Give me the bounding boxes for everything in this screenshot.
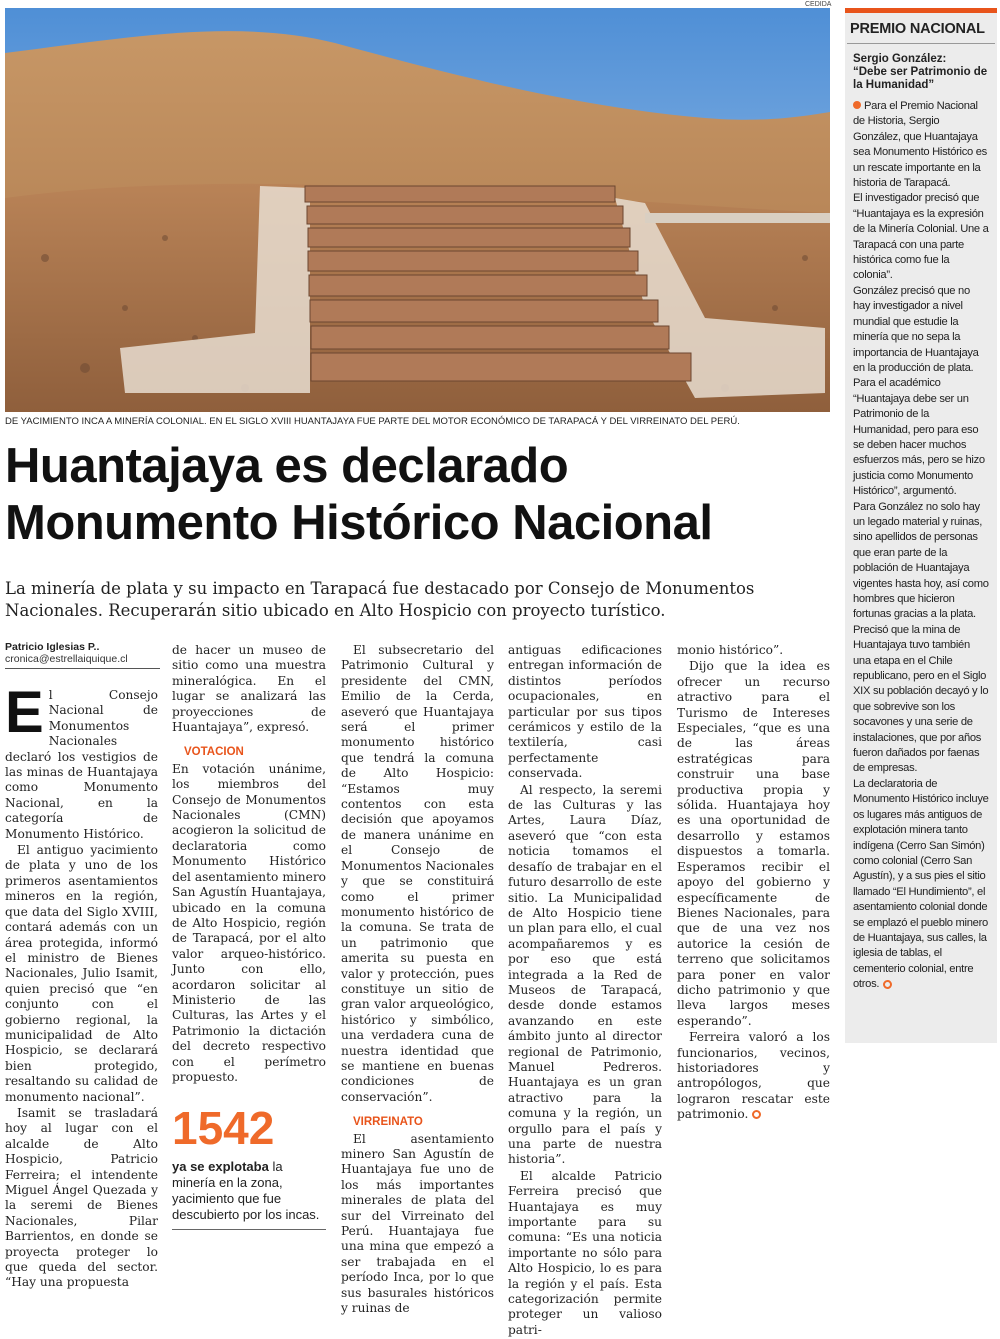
sidebar-premio-nacional [845, 8, 997, 1043]
end-mark-icon [883, 980, 892, 989]
ruins-photo [5, 8, 830, 412]
article-column-3 [341, 643, 494, 1317]
drop-cap: E [5, 680, 44, 745]
end-mark-icon [752, 1110, 761, 1119]
sidebar-paragraph: González precisó que no hay investigador a nivel mundial que estudie la minería que no sepa la importancia de Huantajaya en la producción de plata. Para el académico “Huantajaya debe ser un Patrimonio de la Humanidad, pero para eso se deben hacer muchos esfuerzos más, pero se hizo justicia como Monumento Histórico”, argumentó. [853, 284, 985, 498]
sidebar-paragraph: Precisó que la mina de Huantajaya tuvo también una etapa en el Chile republicano, pero en el Siglo XIX su población decayó y lo que sobrevive son los socavones y una serie de instalaciones, que por años fueron dañados por faenas de empresas. [853, 623, 989, 775]
byline [5, 641, 160, 669]
sidebar-paragraph: El investigador precisó que “Huantajaya es la expresión de la Minería Colonial. Une a Tarapacá con una parte histórica como fue la colonia”. [853, 192, 989, 282]
article-paragraph: Al respecto, la seremi de las Culturas y las Artes, Laura Díaz, aseveró que “con esta noticia tomamos el desafío de trabajar en el futuro desarrollo de este sitio. La Municipalidad de Alto Hospicio tiene un plan para ello, el cual acompañaremos y es por eso que está integrada a la Red de Museos de Tarapacá, desde donde estamos avanzando en este ámbito junto al director regional de Patrimonio, Manuel Pedreros. Huantajaya es un gran atractivo para la comuna y la región, un orgullo para el país y una parte de nuestra historia”. [508, 782, 662, 1167]
headline-line-1: Huantajaya es declarado [5, 439, 569, 493]
article-paragraph: El alcalde Patricio Ferreira precisó que Huantajaya es muy importante para su comuna: “Es una noticia importante no sólo para Alto Hospicio, lo es para la región y el país. Esta categorización permite proteger un valioso patri- [508, 1168, 662, 1337]
article-column-2 [172, 643, 326, 1230]
article-paragraph: El Consejo Nacional de Monumentos Nacionales declaró los vestigios de las minas de Huantajaya como Monumento Nacional, en la categoría de Monumento Histórico. [5, 680, 158, 841]
section-heading-votacion: VOTACION [184, 746, 244, 759]
sidebar-paragraph: Para González no solo hay un legado material y ruinas, sino apellidos de personas que eran parte de la población de Huantajaya vigentes hasta hoy, así como hombres que hicieron fortunas gracias a la plata. [853, 500, 989, 621]
article-paragraph: de hacer un museo de sitio como una muestra mineralógica. En el lugar se analizará las proyecciones de Huantajaya”, expresó. [172, 643, 326, 735]
section-heading-virreinato: VIRREINATO [353, 1116, 423, 1129]
article-paragraph: El antiguo yacimiento de plata y uno de los primeros asentamientos mineros en la región, que data del Siglo XVIII, contará además con un área protegida, informó el ministro de Bienes Nacionales, Julio Isamit, quien precisó que “en conjunto con el gobierno regional, la municipalidad de Alto Hospicio, se declarará bien protegido, resaltando su calidad de monumento nacional”. [5, 843, 158, 1104]
photo-caption: DE YACIMIENTO INCA A MINERÍA COLONIAL. EN EL SIGLO XVIII HUANTAJAYA FUE PARTE DEL MOTOR ECONÓMICO DE TARAPACÁ Y DEL VIRREINATO DEL PERÚ. [5, 416, 740, 427]
fact-number: 1542 [172, 1102, 275, 1155]
article-paragraph: El subsecretario del Patrimonio Cultural y presidente del CMN, Emilio de la Cerda, aseveró que Huantajaya será el primer monumento histórico que tendrá la comuna de Alto Hospicio: “Estamos muy contentos con esta decisión que apoyamos de manera unánime en el Consejo de Monumentos Nacionales y que se constituirá como el primer monumento histórico de la comuna. Se trata de un patrimonio que amerita su puesta en valor y protección, pues constituye un sitio de gran valor arqueológico, histórico y simbólico, una verdadera cuna de nuestra identidad que se mantiene en buenas condiciones de conservación”. [341, 643, 494, 1104]
headline [5, 438, 835, 552]
sidebar-paragraph: Para el Premio Nacional de Historia, Sergio González, que Huantajaya sea Monumento Histórico es un rescate importante en la historia de Tarapacá. [853, 100, 987, 190]
fact-box [172, 1103, 326, 1230]
fact-text: ya se explotaba la minería en la zona, yacimiento que fue descubierto por los incas. [172, 1159, 320, 1223]
article-paragraph: Dijo que la idea es ofrecer un recurso atractivo para el Turismo de Intereses Especiales, “que es una de las áreas estratégicas para construir una base productiva propia y sólida. Huantajaya hoy es una oportunidad de desarrollo y estamos dispuestos a tomarla. Esperamos recibir el apoyo del gobierno y específicamente de Bienes Nacionales, para que de una vez nos autorice la cesión de terreno que solicitamos para poner en valor dicho patrimonio y que lleva largos meses esperando”. [677, 659, 830, 1028]
article-paragraph: El asentamiento minero San Agustín de Huantajaya fue uno de los más importantes minerales de plata del sur del Virreinato del Perú. Huantajaya fue una mina que empezó a ser trabajada en el período Inca, por lo que sus basurales históricos y ruinas de [341, 1131, 494, 1316]
article-column-4 [508, 643, 662, 1339]
subheadline: La minería de plata y su impacto en Tarapacá fue destacado por Consejo de Monumentos Nacionales. Recuperarán sitio ubicado en Alto Hospicio con proyecto turístico. [5, 579, 755, 620]
sidebar-subtitle: Sergio González: “Debe ser Patrimonio de la Humanidad” [853, 53, 988, 91]
sidebar-paragraph: La declaratoria de Monumento Histórico incluye os lugares más antiguos de explotación minera tanto indígena (Cerro San Simón) como colonial (Cerro San Agustín), y a sus pies el sitio llamado “El Hundimiento”, el asentamiento colonial donde se emplazó el pueblo minero de Huantajaya, sus calles, la iglesia de tablas, el cementerio colonial, entre otros. [853, 777, 989, 991]
author-name: Patricio Iglesias P.. [5, 641, 100, 653]
photo-credit: CEDIDA [805, 1, 832, 8]
sidebar-title: PREMIO NACIONAL [847, 13, 995, 44]
author-email[interactable]: cronica@estrellaiquique.cl [5, 653, 128, 665]
article-column-1 [5, 680, 158, 1292]
article-paragraph: antiguas edificaciones entregan información de distintos períodos ocupacionales, en particular por sus tipos cerámicos y estilo de la textilería, casi perfectamente conservada. [508, 643, 662, 781]
bullet-icon [853, 101, 861, 109]
article-paragraph: Isamit se trasladará hoy al lugar con el alcalde de Alto Hospicio, Patricio Ferreira; el intendente Miguel Ángel Quezada y la seremi de Bienes Nacionales, Pilar Barrientos, en donde se proyecta proteger lo que queda del sector. “Hay una propuesta [5, 1105, 158, 1290]
article-paragraph: Ferreira valoró a los funcionarios, vecinos, historiadores y antropólogos, que lograron rescatar este patrimonio. [677, 1030, 830, 1122]
ruins-illustration [5, 8, 830, 412]
article-column-5 [677, 643, 830, 1124]
headline-line-2: Monumento Histórico Nacional [5, 496, 713, 550]
article-paragraph: monio histórico”. [677, 643, 784, 657]
article-paragraph: En votación unánime, los miembros del Consejo de Monumentos Nacionales (CMN) acogieron la solicitud de declaratoria como Monumento Histórico del asentamiento minero San Agustín Huantajaya, ubicado en la comuna de Alto Hospicio, región de Tarapacá, por el alto valor arqueo-histórico. Junto con ello, acordaron solicitar al Ministerio de las Culturas, las Artes y el Patrimonio la dictación del decreto respectivo con el perímetro propuesto. [172, 761, 326, 1084]
sidebar-body [845, 99, 997, 993]
